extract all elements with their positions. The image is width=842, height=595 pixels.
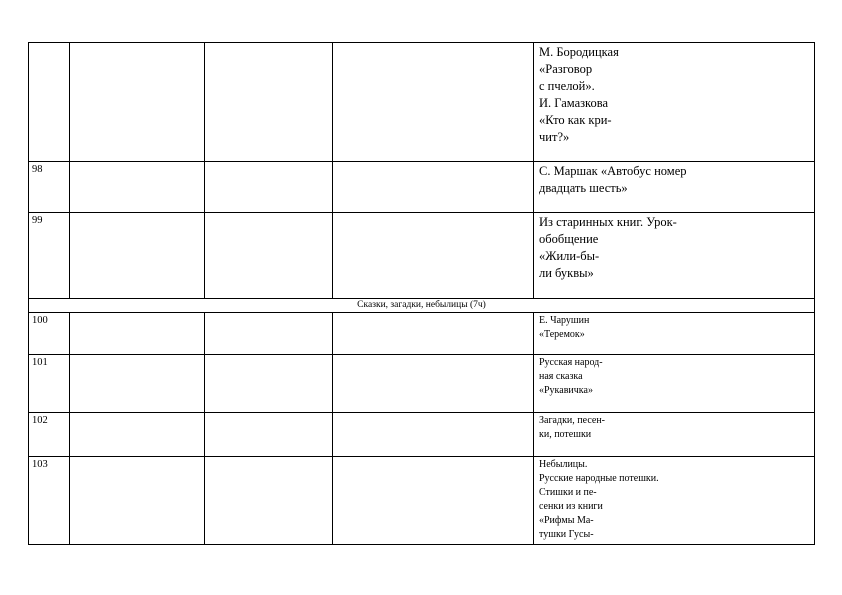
empty-cell (70, 213, 205, 299)
empty-cell (70, 162, 205, 213)
table-row (29, 413, 815, 457)
table-row (29, 213, 815, 299)
topic-line: Русские народные потешки. (539, 473, 659, 484)
lesson-topic-cell (534, 413, 815, 457)
empty-cell (333, 43, 534, 162)
table-row (29, 313, 815, 355)
lesson-topic-cell (534, 355, 815, 413)
topic-line: Из старинных книг. Урок- (539, 215, 677, 229)
lesson-plan-table (28, 42, 815, 545)
table-row (29, 162, 815, 213)
empty-cell (205, 355, 333, 413)
table-row (29, 43, 815, 162)
empty-cell (205, 213, 333, 299)
lesson-topic-cell (534, 457, 815, 545)
topic-line: двадцать шесть» (539, 181, 628, 195)
topic-line: тушки Гусы- (539, 529, 594, 540)
empty-cell (333, 313, 534, 355)
empty-cell (205, 43, 333, 162)
lesson-topic-cell (534, 313, 815, 355)
empty-cell (70, 43, 205, 162)
lesson-number-cell: 103 (29, 457, 70, 545)
lesson-topic-cell (534, 162, 815, 213)
topic-line: Е. Чарушин (539, 315, 590, 326)
topic-line: И. Гамазкова (539, 96, 609, 110)
empty-cell (205, 413, 333, 457)
topic-line: Стишки и пе- (539, 487, 597, 498)
empty-cell (70, 457, 205, 545)
lesson-number-cell: 101 (29, 355, 70, 413)
table-row (29, 355, 815, 413)
topic-line: ки, потешки (539, 429, 592, 440)
empty-cell (70, 355, 205, 413)
topic-line: Небылицы. (539, 459, 588, 470)
lesson-topic-cell (534, 43, 815, 162)
topic-line: «Рукавичка» (539, 385, 593, 396)
topic-line: с пчелой». (539, 79, 595, 93)
empty-cell (333, 162, 534, 213)
lesson-number-cell: 102 (29, 413, 70, 457)
section-header-row (29, 299, 815, 313)
topic-line: ная сказка (539, 371, 583, 382)
topic-line: «Рифмы Ма- (539, 515, 594, 526)
topic-line: «Теремок» (539, 329, 585, 340)
topic-line: «Жили-бы- (539, 249, 600, 263)
topic-line: «Разговор (539, 62, 593, 76)
lesson-number-cell: 98 (29, 162, 70, 213)
empty-cell (70, 413, 205, 457)
lesson-number-cell (29, 43, 70, 162)
topic-line: Русская народ- (539, 357, 603, 368)
topic-line: обобщение (539, 232, 599, 246)
table-row (29, 457, 815, 545)
empty-cell (333, 213, 534, 299)
lesson-number-cell: 99 (29, 213, 70, 299)
topic-line: чит?» (539, 130, 570, 144)
empty-cell (205, 457, 333, 545)
topic-line: М. Бородицкая (539, 45, 619, 59)
empty-cell (205, 162, 333, 213)
section-title: Сказки, загадки, небылицы (7ч) (29, 299, 815, 313)
empty-cell (333, 355, 534, 413)
topic-line: сенки из книги (539, 501, 603, 512)
topic-line: ли буквы» (539, 266, 594, 280)
topic-line: Загадки, песен- (539, 415, 606, 426)
empty-cell (205, 313, 333, 355)
empty-cell (70, 313, 205, 355)
topic-line: «Кто как кри- (539, 113, 612, 127)
empty-cell (333, 413, 534, 457)
empty-cell (333, 457, 534, 545)
lesson-number-cell: 100 (29, 313, 70, 355)
lesson-topic-cell (534, 213, 815, 299)
topic-line: С. Маршак «Автобус номер (539, 164, 687, 178)
